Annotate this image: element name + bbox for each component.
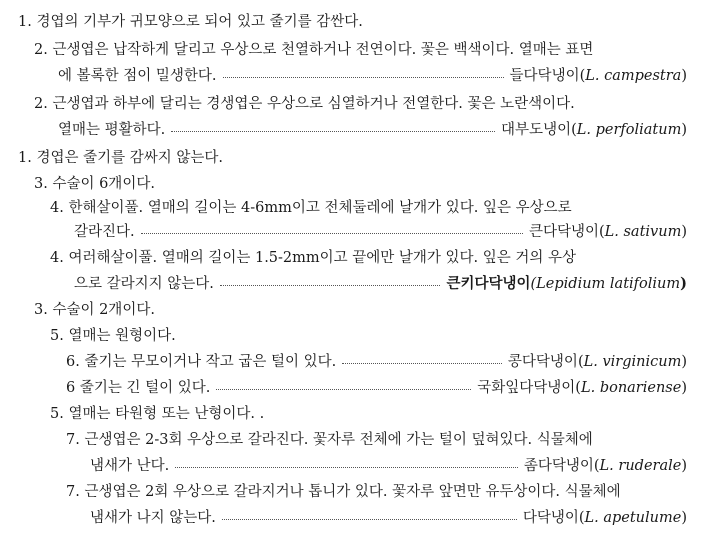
leader-dots [220, 285, 441, 286]
species-name: 국화잎다닥냉이(L. bonariense) [477, 380, 687, 396]
couplet-text-continued: 냄새가 나지 않는다. [90, 510, 216, 526]
species-name: 다닥냉이(L. apetulume) [522, 510, 687, 526]
couplet-text-continued: 열매는 평활하다. [58, 122, 166, 138]
couplet-text: 수술이 2개이다. [52, 302, 155, 318]
couplet-text: 한해살이풀. 열매의 길이는 4-6mm이고 전체둘레에 날개가 있다. 잎은 우상으로 [68, 200, 572, 216]
key-couplet-2a [34, 38, 687, 62]
couplet-number: 7. [66, 484, 80, 500]
scientific-name: L. ruderale [599, 458, 682, 474]
couplet-number: 1. [18, 14, 32, 30]
couplet-text-continued: 냄새가 난다. [90, 458, 170, 474]
couplet-text: 열매는 원형이다. [68, 328, 176, 344]
couplet-text: 열매는 타원형 또는 난형이다. . [68, 406, 265, 422]
key-couplet-5b [50, 402, 687, 426]
couplet-text: 근생엽과 하부에 달리는 경생엽은 우상으로 심열하거나 전열한다. 꽃은 노란색이다. [52, 96, 575, 112]
key-lead-bonariense [66, 376, 687, 400]
couplet-text-continued: 으로 갈라지지 않는다. [74, 276, 214, 292]
species-name: 들다닥냉이(L. campestra) [509, 68, 687, 84]
couplet-number: 3. [34, 302, 48, 318]
key-lead-ruderale [90, 454, 687, 478]
couplet-number: 5. [50, 328, 64, 344]
leader-dots [141, 233, 523, 234]
species-name: 대부도냉이(L. perfoliatum) [501, 122, 687, 138]
species-name-highlighted: 큰키다닥냉이(Lepidium latifolium) [446, 275, 687, 292]
couplet-text-continued: 에 볼록한 점이 밀생한다. [58, 68, 217, 84]
couplet-number: 3. [34, 176, 48, 192]
couplet-text: 수술이 6개이다. [52, 176, 155, 192]
couplet-text: 6. 줄기는 무모이거나 작고 굽은 털이 있다. [66, 354, 337, 370]
key-couplet-7a [66, 428, 687, 452]
couplet-text: 근생엽은 2회 우상으로 갈라지거나 톱니가 있다. 꽃자루 앞면만 유두상이다. 식물체에 [84, 484, 621, 500]
couplet-number: 4. [50, 200, 64, 216]
key-lead-virginicum [66, 350, 687, 374]
species-name: 좀다닥냉이(L. ruderale) [523, 458, 687, 474]
key-couplet-4a [50, 196, 687, 220]
couplet-number: 1. [18, 150, 32, 166]
couplet-text: 근생엽은 납작하게 달리고 우상으로 천열하거나 전연이다. 꽃은 백색이다. 열매는 표면 [52, 42, 594, 58]
scientific-name: L. campestra [585, 68, 682, 84]
leader-dots [171, 131, 495, 132]
key-couplet-3a [34, 172, 687, 196]
leader-dots [342, 363, 502, 364]
couplet-text-continued: 갈라진다. [74, 224, 135, 240]
key-couplet-7b [66, 480, 687, 504]
couplet-number: 7. [66, 432, 80, 448]
couplet-number: 5. [50, 406, 64, 422]
couplet-number: 2. [34, 42, 48, 58]
key-couplet-1b [18, 146, 687, 170]
leader-dots [222, 519, 517, 520]
key-lead-campestra [58, 64, 687, 88]
scientific-name: L. sativum [604, 224, 682, 240]
species-name: 콩다닥냉이(L. virginicum) [507, 354, 687, 370]
couplet-number: 2. [34, 96, 48, 112]
couplet-text: 6 줄기는 긴 털이 있다. [66, 380, 211, 396]
key-lead-perfoliatum [58, 118, 687, 142]
species-name: 큰다닥냉이(L. sativum) [528, 224, 687, 240]
key-lead-sativum [74, 220, 687, 244]
couplet-text: 경엽의 기부가 귀모양으로 되어 있고 줄기를 감싼다. [36, 14, 363, 30]
scientific-name: L. apetulume [584, 510, 682, 526]
key-couplet-1a [18, 10, 687, 34]
scientific-name: L. virginicum [583, 354, 682, 370]
couplet-text: 여러해살이풀. 열매의 길이는 1.5-2mm이고 끝에만 날개가 있다. 잎은 거의 우상 [68, 250, 577, 266]
key-couplet-5a [50, 324, 687, 348]
couplet-number: 4. [50, 250, 64, 266]
scientific-name: L. perfoliatum [576, 122, 682, 138]
key-couplet-2b [34, 92, 687, 116]
leader-dots [216, 389, 471, 390]
key-couplet-3b [34, 298, 687, 322]
key-lead-apetulume [90, 506, 687, 530]
key-lead-latifolium [74, 272, 687, 296]
couplet-text: 경엽은 줄기를 감싸지 않는다. [36, 150, 223, 166]
scientific-name: (Lepidium latifolium [530, 276, 681, 292]
leader-dots [223, 77, 504, 78]
leader-dots [175, 467, 518, 468]
scientific-name: L. bonariense [580, 380, 682, 396]
key-couplet-4b [50, 246, 687, 270]
couplet-text: 근생엽은 2-3회 우상으로 갈라진다. 꽃자루 전체에 가는 털이 덮혀있다. 식물체에 [84, 432, 593, 448]
